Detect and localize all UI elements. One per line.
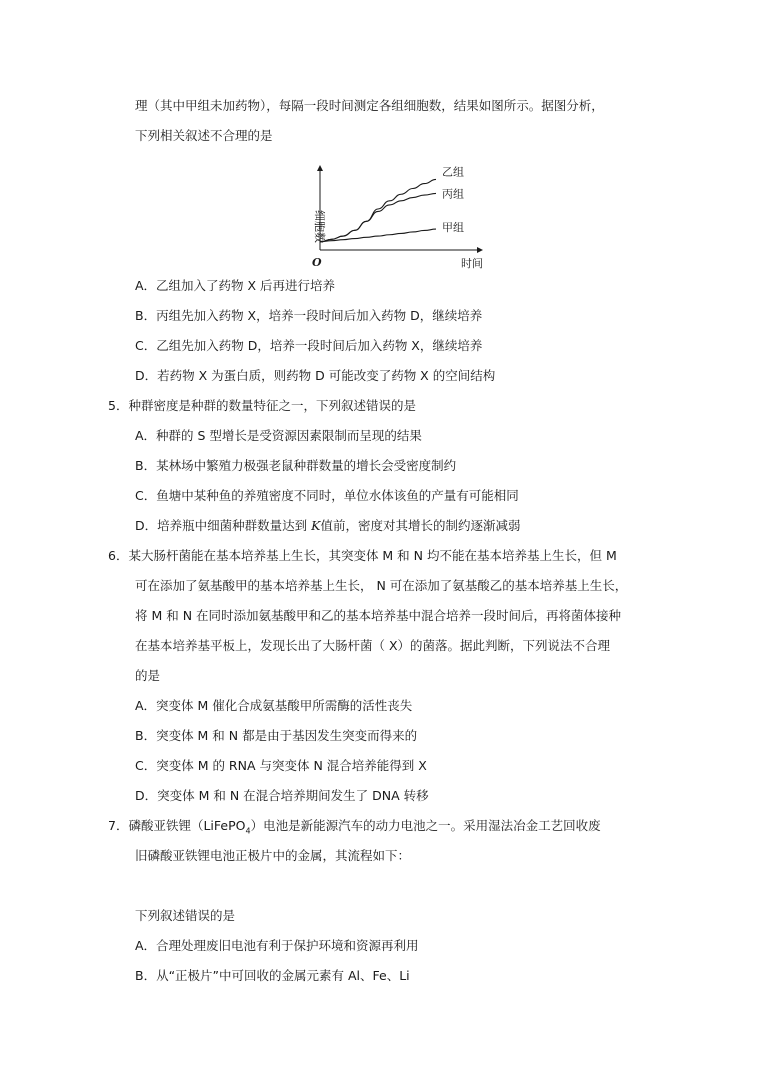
q4-option-d: D．若药物 X 为蛋白质，则药物 D 可能改变了药物 X 的空间结构 bbox=[135, 368, 496, 383]
q5-option-c: C．鱼塘中某种鱼的养殖密度不同时，单位水体该鱼的产量有可能相同 bbox=[135, 488, 519, 503]
q4-option-c: C．乙组先加入药物 D，培养一段时间后加入药物 X，继续培养 bbox=[135, 338, 483, 353]
series-label-2: 甲组 bbox=[442, 221, 464, 235]
q7-stem-a: 7．磷酸亚铁锂（LiFePO bbox=[108, 818, 246, 833]
q6-stem-line-4: 在基本培养基平板上，发现长出了大肠杆菌（ X）的菌落。据此判断，下列说法不合理 bbox=[135, 638, 611, 653]
intro-line-1: 理（其中甲组未加药物），每隔一段时间测定各组细胞数，结果如图所示。据图分析， bbox=[135, 98, 604, 113]
series-line-2 bbox=[320, 229, 436, 242]
intro-line-2: 下列相关叙述不合理的是 bbox=[135, 128, 273, 143]
q6-option-b: B．突变体 M 和 N 都是由于基因发生突变而得来的 bbox=[135, 728, 418, 743]
q5-option-b: B．某林场中繁殖力极强老鼠种群数量的增长会受密度制约 bbox=[135, 458, 457, 473]
q6-stem-line-2: 可在添加了氨基酸甲的基本培养基上生长， N 可在添加了氨基酸乙的基本培养基上生长， bbox=[135, 578, 628, 593]
series-line-0 bbox=[320, 179, 436, 241]
q7-stem-line-2: 旧磷酸亚铁锂电池正极片中的金属，其流程如下： bbox=[135, 848, 411, 863]
series-label-0: 乙组 bbox=[442, 165, 464, 179]
series-label-1: 丙组 bbox=[442, 187, 464, 201]
q6-option-c: C．突变体 M 的 RNA 与突变体 N 混合培养能得到 X bbox=[135, 758, 427, 773]
q4-option-b: B．丙组先加入药物 X，培养一段时间后加入药物 D，继续培养 bbox=[135, 308, 483, 323]
series-line-1 bbox=[320, 193, 436, 241]
q6-stem-line-1: 6．某大肠杆菌能在基本培养基上生长，其突变体 M 和 N 均不能在基本培养基上生长，但 M bbox=[108, 548, 617, 563]
x-axis-label: 时间 bbox=[461, 257, 483, 270]
q6-option-a: A．突变体 M 催化合成氨基酸甲所需酶的活性丧失 bbox=[135, 698, 413, 713]
q5-option-d bbox=[135, 518, 520, 534]
y-axis-label: 细胞数 bbox=[313, 210, 326, 243]
q5-option-d-before: D．培养瓶中细菌种群数量达到 bbox=[135, 518, 312, 533]
q5-stem: 5．种群密度是种群的数量特征之一，下列叙述错误的是 bbox=[108, 398, 416, 413]
q7-prompt: 下列叙述错误的是 bbox=[135, 908, 236, 923]
q6-stem-line-3: 将 M 和 N 在同时添加氨基酸甲和乙的基本培养基中混合培养一段时间后，再将菌体接种 bbox=[135, 608, 622, 623]
q5-option-a: A．种群的 S 型增长是受资源因素限制而呈现的结果 bbox=[135, 428, 422, 443]
q4-option-a: A．乙组加入了药物 X 后再进行培养 bbox=[135, 278, 336, 293]
q7-option-a: A．合理处理废旧电池有利于保护环境和资源再利用 bbox=[135, 938, 419, 953]
q7-stem-b: ）电池是新能源汽车的动力电池之一。采用湿法冶金工艺回收废 bbox=[250, 818, 601, 833]
k-symbol: K bbox=[311, 518, 321, 533]
origin-label: O bbox=[312, 256, 322, 269]
q7-stem-sub: 4 bbox=[245, 826, 251, 836]
q6-option-d: D．突变体 M 和 N 在混合培养期间发生了 DNA 转移 bbox=[135, 788, 429, 803]
cell-count-chart bbox=[296, 160, 496, 272]
q6-stem-line-5: 的是 bbox=[135, 668, 161, 683]
q7-stem-line-1 bbox=[108, 818, 601, 840]
q5-option-d-after: 值前，密度对其增长的制约逐渐减弱 bbox=[320, 518, 521, 533]
q7-option-b: B．从“正极片”中可回收的金属元素有 Al、Fe、Li bbox=[135, 968, 410, 983]
